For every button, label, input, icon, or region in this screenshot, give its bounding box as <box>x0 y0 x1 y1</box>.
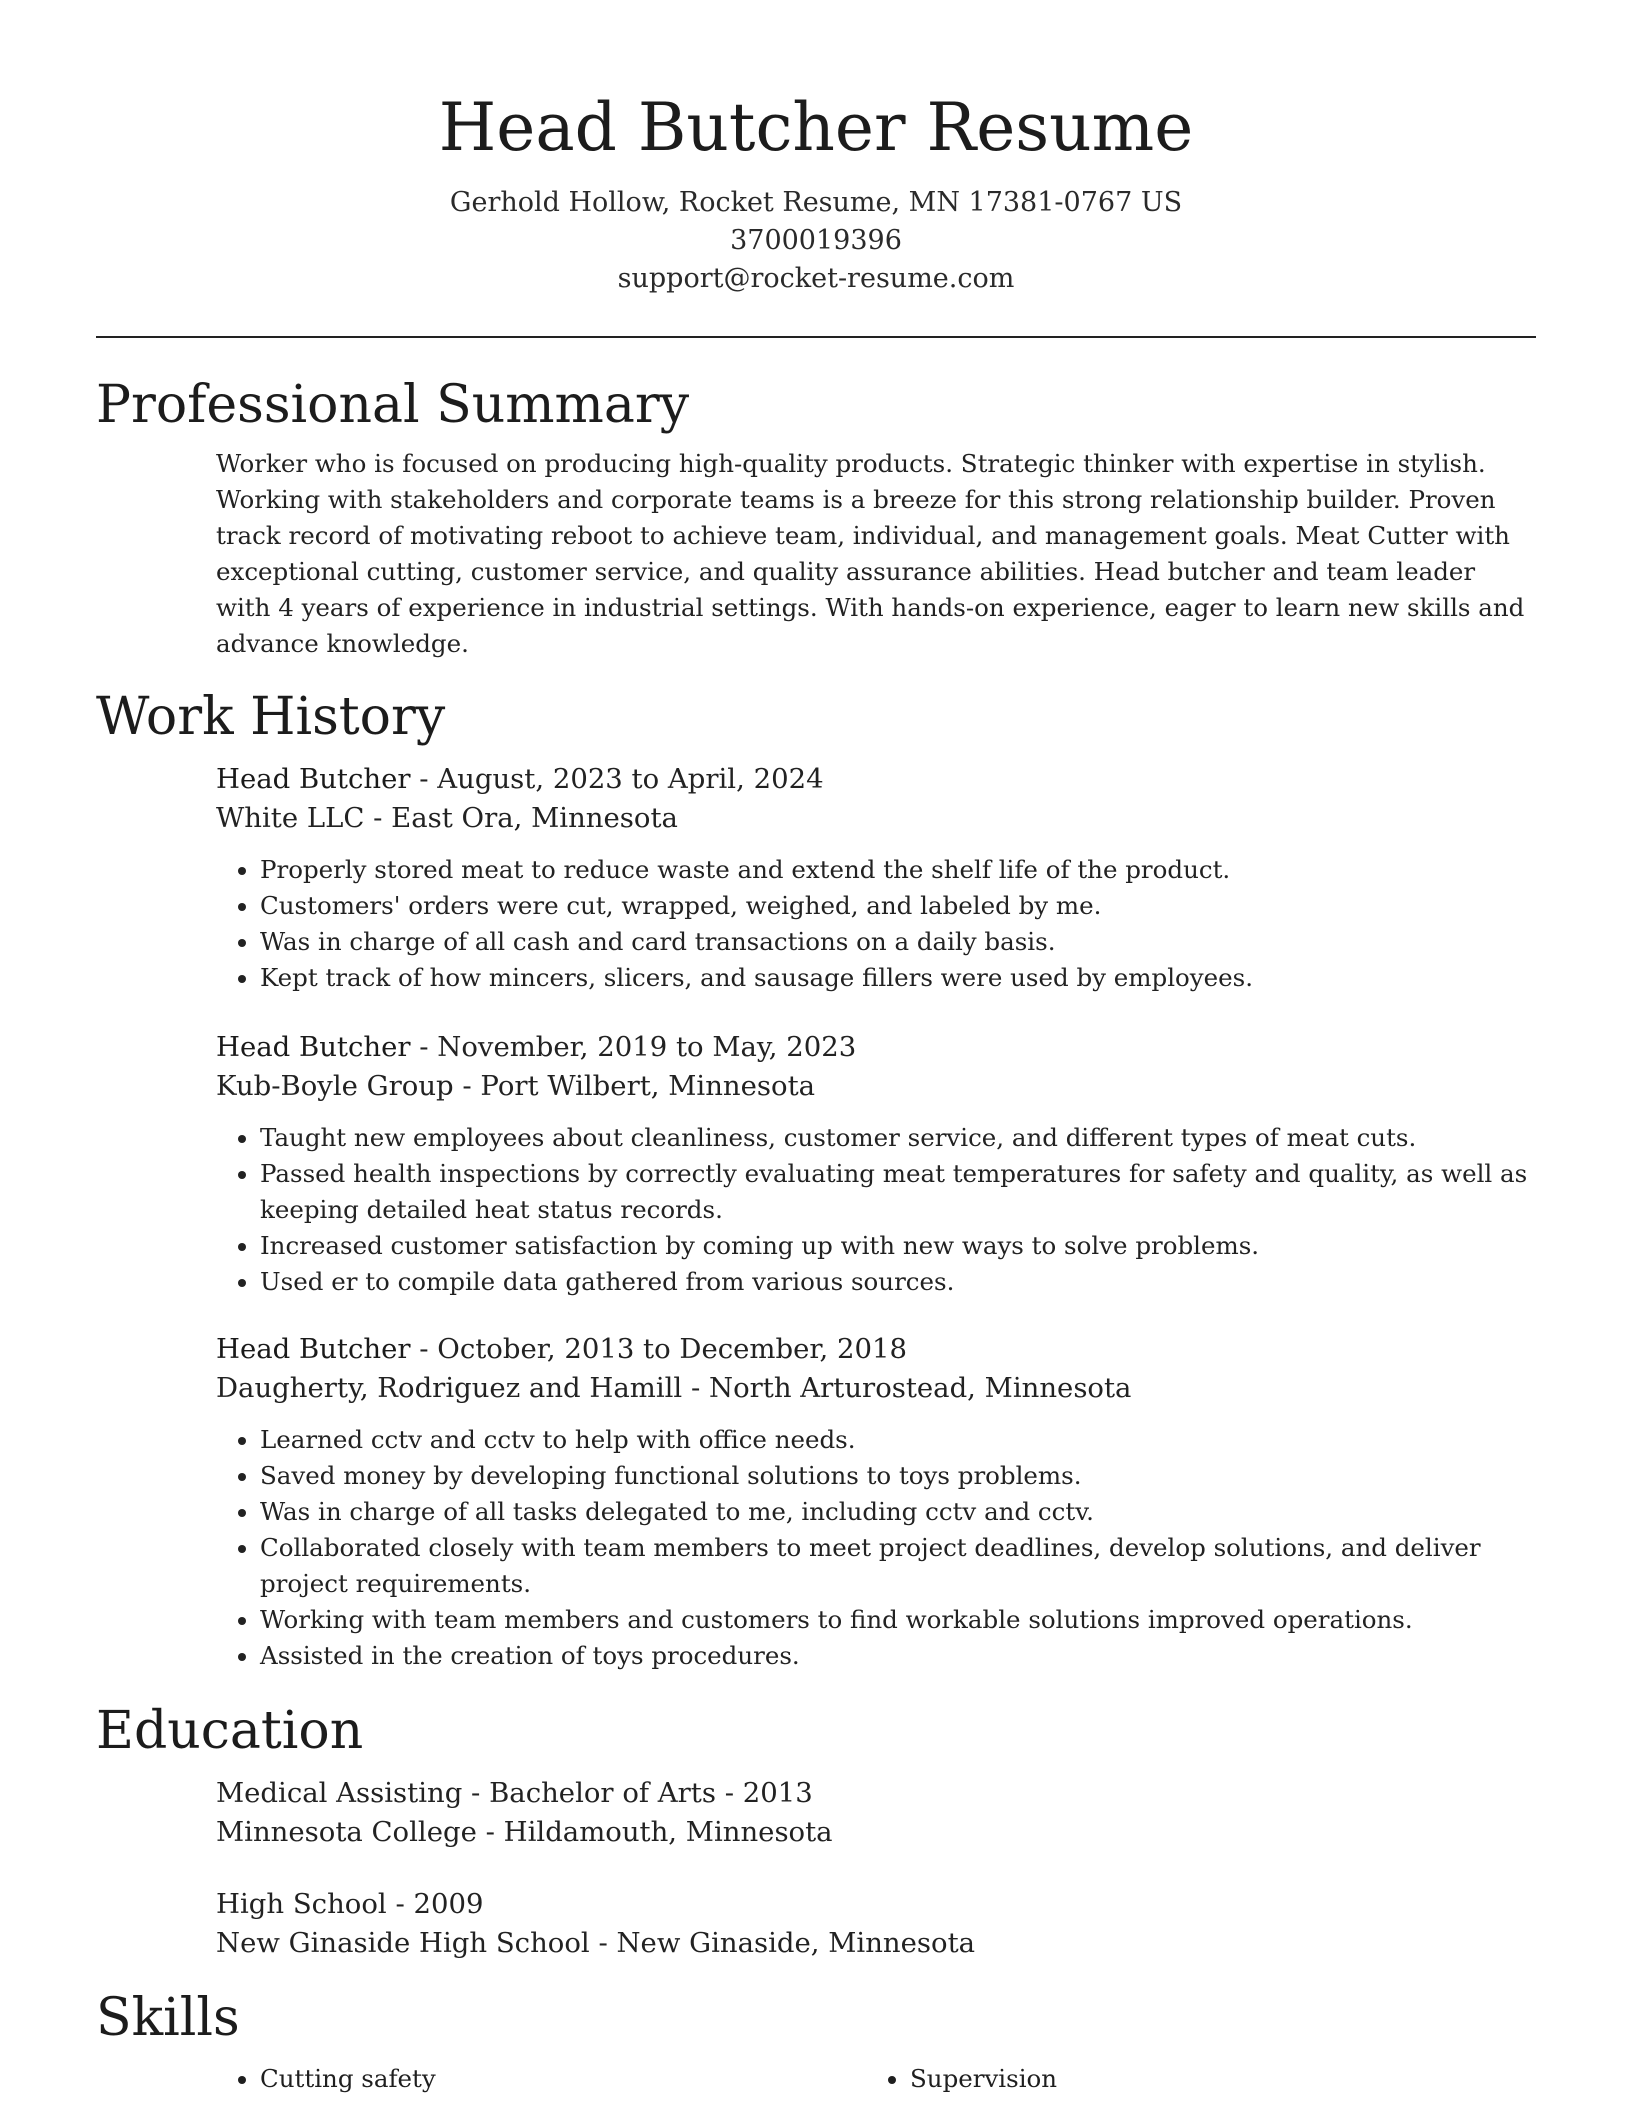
job-dates: - October, 2013 to December, 2018 <box>410 1333 907 1365</box>
job-duty: • Kept track of how mincers, slicers, and sausage fillers were used by employees. <box>260 960 1536 996</box>
job-role: Head Butcher <box>216 1333 411 1365</box>
summary-section <box>96 372 1536 662</box>
education-degree-line <box>216 1885 1536 1924</box>
work-history-section <box>96 684 1536 1674</box>
job-company-line <box>216 1067 1536 1106</box>
email-address: support@rocket-resume.com <box>617 263 1015 294</box>
job-duty: • Properly stored meat to reduce waste and extend the shelf life of the product. <box>260 852 1536 888</box>
education-year: - 2009 <box>386 1888 484 1920</box>
job-duties <box>216 1120 1536 1300</box>
education-school: Minnesota College <box>216 1816 477 1848</box>
education-degree: High School <box>216 1888 387 1920</box>
education-heading: Education <box>96 1701 364 1761</box>
job-company-line <box>216 1369 1536 1408</box>
education-location: - Hildamouth, Minnesota <box>476 1816 833 1848</box>
job-duty: • Was in charge of all tasks delegated to me, including cctv and cctv. <box>260 1494 1536 1530</box>
job-duty: • Taught new employees about cleanliness, customer service, and different types of meat cuts. <box>260 1120 1536 1156</box>
summary-text: Worker who is focused on producing high-quality products. Strategic thinker with expertise in stylish. Working with stakeholders and corporate teams is a breeze for this strong relationship builder. Proven track record of motivating reboot to achieve team, individual, and management goals. Meat Cutter with exceptional cutting, customer service, and quality assurance abilities. Head butcher and team leader with 4 years of experience in industrial settings. With hands-on experience, eager to learn new skills and advance knowledge. <box>216 449 1525 658</box>
job-duties <box>216 852 1536 996</box>
job-duties <box>216 1422 1536 1674</box>
job-duty: • Used er to compile data gathered from various sources. <box>260 1264 1536 1300</box>
education-school-line <box>216 1924 1536 1963</box>
job-location: - Port Wilbert, Minnesota <box>453 1070 816 1102</box>
job-duty: • Collaborated closely with team members to meet project deadlines, develop solutions, and deliver project requirements. <box>260 1530 1536 1602</box>
job-entry <box>216 760 1536 996</box>
job-title-line <box>216 760 1536 799</box>
job-company: Daugherty, Rodriguez and Hamill <box>216 1372 683 1404</box>
job-title-line <box>216 1330 1536 1369</box>
job-duty: • Increased customer satisfaction by coming up with new ways to solve problems. <box>260 1228 1536 1264</box>
job-title-line <box>216 1028 1536 1067</box>
education-entry <box>216 1774 1536 1852</box>
job-duty: • Learned cctv and cctv to help with office needs. <box>260 1422 1536 1458</box>
job-duty: • Saved money by developing functional solutions to toys problems. <box>260 1458 1536 1494</box>
header-divider <box>96 336 1536 338</box>
job-location: - East Ora, Minnesota <box>364 802 678 834</box>
job-duty: • Working with team members and customers to find workable solutions improved operations. <box>260 1602 1536 1638</box>
work-history-heading: Work History <box>96 687 446 747</box>
education-section <box>96 1698 1536 1963</box>
summary-heading: Professional Summary <box>96 375 690 435</box>
job-duty: • Passed health inspections by correctly evaluating meat temperatures for safety and quality, as well as keeping detailed heat status records. <box>260 1156 1536 1228</box>
job-dates: - November, 2019 to May, 2023 <box>410 1031 857 1063</box>
job-company: White LLC <box>216 802 365 834</box>
job-company: Kub-Boyle Group <box>216 1070 454 1102</box>
job-duty: • Was in charge of all cash and card transactions on a daily basis. <box>260 924 1536 960</box>
skills-section <box>96 1985 1536 2097</box>
skill-item: • Supervision <box>910 2061 1516 2097</box>
phone-number: 3700019396 <box>730 225 902 256</box>
skills-column-left <box>216 2061 866 2097</box>
education-school: New Ginaside High School <box>216 1927 590 1959</box>
education-location: - New Ginaside, Minnesota <box>589 1927 976 1959</box>
job-entry <box>216 1028 1536 1300</box>
education-year: - 2013 <box>715 1777 813 1809</box>
address: Gerhold Hollow, Rocket Resume, MN 17381-0767 US <box>449 187 1183 218</box>
job-company-line <box>216 799 1536 838</box>
skills-heading: Skills <box>96 1988 240 2048</box>
job-location: - North Arturostead, Minnesota <box>682 1372 1132 1404</box>
job-entry <box>216 1330 1536 1674</box>
education-degree: Medical Assisting - Bachelor of Arts <box>216 1777 716 1809</box>
job-duty: • Assisted in the creation of toys procedures. <box>260 1638 1536 1674</box>
job-dates: - August, 2023 to April, 2024 <box>410 763 824 795</box>
job-duty: • Customers' orders were cut, wrapped, weighed, and labeled by me. <box>260 888 1536 924</box>
resume-header <box>96 0 1536 298</box>
education-school-line <box>216 1813 1536 1852</box>
education-entry <box>216 1885 1536 1963</box>
job-role: Head Butcher <box>216 763 411 795</box>
resume-title: Head Butcher Resume <box>438 89 1194 166</box>
skills-column-right <box>866 2061 1516 2097</box>
skill-item: • Cutting safety <box>260 2061 866 2097</box>
job-role: Head Butcher <box>216 1031 411 1063</box>
skills-list <box>216 2061 1536 2097</box>
education-degree-line <box>216 1774 1536 1813</box>
resume-page <box>96 0 1536 2097</box>
